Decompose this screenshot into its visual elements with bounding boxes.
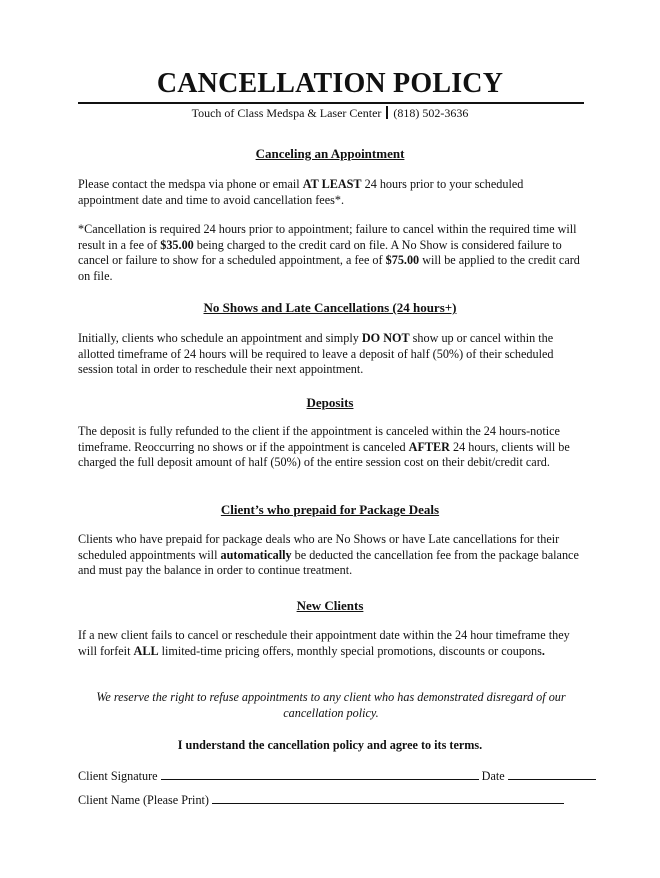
text-run: 24 hours, clients will be charged the full deposit amount of half (50%) of the entire session cost on their debit/credit card. [78, 439, 570, 470]
text-run: will be applied to the credit card on file. [78, 253, 580, 283]
emphasis: automatically [220, 547, 292, 562]
text-run: being charged to the credit card on file. A No Show is considered failure to cancel or failure to show for a scheduled appointment, a fee of [78, 237, 562, 268]
date-field[interactable] [508, 768, 596, 780]
fee-amount: $35.00 [160, 237, 194, 252]
heading-new-clients: New Clients [296, 598, 364, 613]
emphasis: . [541, 643, 545, 658]
emphasis: ALL [133, 643, 159, 658]
text-run: be deducted the cancellation fee from the package balance and must pay the balance in order to continue treatment. [78, 547, 579, 578]
agreement-statement: I understand the cancellation policy and agree to its terms. [177, 738, 483, 752]
page-title: CANCELLATION POLICY [156, 68, 504, 99]
text-run: *Cancellation is required 24 hours prior to appointment; failure to cancel within the required time will result in a fee of [78, 222, 577, 252]
emphasis: AT LEAST [302, 177, 362, 191]
text-run: Please contact the medspa via phone or email [78, 177, 303, 191]
business-name: Touch of Class Medspa & Laser Center [191, 106, 382, 120]
name-field[interactable] [212, 792, 564, 804]
text-run: 24 hours prior to your scheduled appointment date and time to avoid cancellation fees*. [78, 177, 524, 207]
title-rule [78, 102, 584, 104]
heading-deposits: Deposits [306, 395, 354, 410]
paragraph-canceling-2 [78, 222, 584, 284]
paragraph-canceling-1 [78, 177, 584, 208]
text-run: The deposit is fully refunded to the client if the appointment is canceled within the 24 hours-notice timeframe. Reoccurring no shows or if the appointment is canceled [78, 424, 560, 454]
text-run: If a new client fails to cancel or reschedule their appointment date within the 24 hour timeframe they will forfeit [78, 628, 570, 658]
signature-label: Client Signature [78, 769, 158, 783]
business-subtitle [0, 106, 660, 121]
emphasis: AFTER [408, 439, 450, 454]
business-phone: (818) 502-3636 [393, 106, 469, 120]
paragraph-no-shows [78, 331, 584, 378]
heading-prepaid: Client’s who prepaid for Package Deals [220, 502, 440, 517]
name-line [78, 792, 564, 808]
heading-canceling: Canceling an Appointment [255, 146, 405, 161]
name-label: Client Name (Please Print) [78, 793, 209, 807]
text-run: limited-time pricing offers, monthly special promotions, discounts or coupons [158, 643, 542, 658]
signature-line [78, 768, 596, 784]
text-run: show up or cancel within the allotted timeframe of 24 hours will be required to leave a deposit of half (50%) of their scheduled session total in order to reschedule their next appointment. [78, 331, 554, 377]
emphasis: DO NOT [361, 331, 410, 345]
date-label: Date [481, 769, 505, 783]
paragraph-prepaid [78, 532, 584, 579]
separator-bar [386, 106, 388, 119]
signature-field[interactable] [161, 768, 479, 780]
text-run: Initially, clients who schedule an appointment and simply [78, 331, 362, 345]
fee-amount: $75.00 [385, 253, 420, 268]
reserve-note: We reserve the right to refuse appointments to any client who has demonstrated disregard of our cancellation policy. [96, 690, 566, 720]
text-run: Clients who have prepaid for package deals who are No Shows or have Late cancellations for their scheduled appointments will [78, 532, 560, 562]
heading-no-shows: No Shows and Late Cancellations (24 hours+) [203, 300, 457, 315]
paragraph-new-clients [78, 628, 584, 659]
paragraph-deposits [78, 424, 584, 471]
